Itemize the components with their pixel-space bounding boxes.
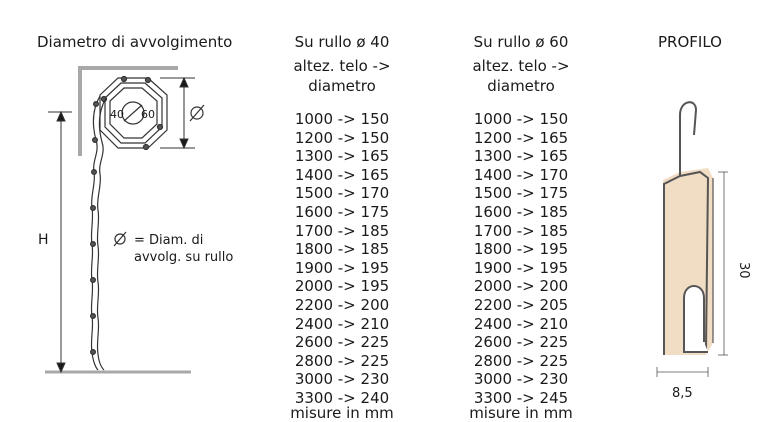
list-item: 3000 -> 230 bbox=[294, 370, 390, 389]
list-item: 2200 -> 205 bbox=[473, 295, 569, 314]
profile-height-dim bbox=[718, 172, 728, 355]
table-column-rullo-40 bbox=[262, 32, 422, 422]
legend-line-2: avvolg. su rullo bbox=[134, 250, 234, 265]
legend-diameter-icon bbox=[114, 232, 126, 246]
list-item: 2200 -> 200 bbox=[294, 295, 390, 314]
list-item: 1500 -> 175 bbox=[473, 184, 569, 203]
list-item: 2600 -> 225 bbox=[294, 333, 390, 352]
list-item: 1200 -> 150 bbox=[294, 128, 390, 147]
slat-chain bbox=[91, 96, 106, 370]
list-item: 3300 -> 245 bbox=[473, 388, 569, 407]
list-item: 2800 -> 225 bbox=[473, 351, 569, 370]
units-note: misure in mm bbox=[469, 404, 573, 422]
left-panel-title: Diametro di avvolgimento bbox=[37, 33, 233, 51]
list-item: 1900 -> 195 bbox=[473, 258, 569, 277]
list-item: 1500 -> 170 bbox=[294, 184, 390, 203]
legend-line-1: = Diam. di bbox=[134, 233, 204, 248]
list-item: 1300 -> 165 bbox=[473, 147, 569, 166]
large-roll-label: 60 bbox=[141, 108, 155, 121]
profile-height-label: 30 bbox=[736, 262, 751, 279]
list-item: 1800 -> 185 bbox=[294, 240, 390, 259]
column-subtitle: altez. telo -> diametro bbox=[472, 57, 570, 95]
list-item: 1400 -> 165 bbox=[294, 165, 390, 184]
table-column-rullo-60 bbox=[441, 32, 601, 422]
profile-width-dim bbox=[657, 367, 708, 377]
list-item: 3000 -> 230 bbox=[473, 370, 569, 389]
h-label: H bbox=[38, 232, 49, 248]
column-title: Su rullo ø 60 bbox=[473, 33, 569, 51]
value-list bbox=[441, 110, 601, 408]
list-item: 1700 -> 185 bbox=[473, 221, 569, 240]
list-item: 1800 -> 195 bbox=[473, 240, 569, 259]
list-item: 1300 -> 165 bbox=[294, 147, 390, 166]
list-item: 3300 -> 240 bbox=[294, 388, 390, 407]
list-item: 2800 -> 225 bbox=[294, 351, 390, 370]
list-item: 1700 -> 185 bbox=[294, 221, 390, 240]
list-item: 1600 -> 175 bbox=[294, 202, 390, 221]
small-roll-label: 40 bbox=[110, 108, 124, 121]
value-list bbox=[262, 110, 422, 408]
diameter-icon bbox=[190, 105, 204, 121]
list-item: 1900 -> 195 bbox=[294, 258, 390, 277]
units-note: misure in mm bbox=[290, 404, 394, 422]
list-item: 2000 -> 195 bbox=[294, 277, 390, 296]
list-item: 2000 -> 200 bbox=[473, 277, 569, 296]
profile-title: PROFILO bbox=[658, 33, 722, 51]
diameter-dimension bbox=[160, 78, 195, 148]
profile-drawing bbox=[663, 102, 713, 355]
list-item: 1200 -> 165 bbox=[473, 128, 569, 147]
list-item: 1600 -> 185 bbox=[473, 202, 569, 221]
list-item: 2400 -> 210 bbox=[294, 314, 390, 333]
column-title: Su rullo ø 40 bbox=[294, 33, 390, 51]
profile-width-label: 8,5 bbox=[672, 386, 693, 401]
list-item: 2400 -> 210 bbox=[473, 314, 569, 333]
list-item: 1000 -> 150 bbox=[294, 110, 390, 128]
column-subtitle: altez. telo -> diametro bbox=[293, 57, 391, 95]
height-dimension bbox=[48, 112, 72, 372]
list-item: 2600 -> 225 bbox=[473, 333, 569, 352]
list-item: 1400 -> 170 bbox=[473, 165, 569, 184]
list-item: 1000 -> 150 bbox=[473, 110, 569, 128]
